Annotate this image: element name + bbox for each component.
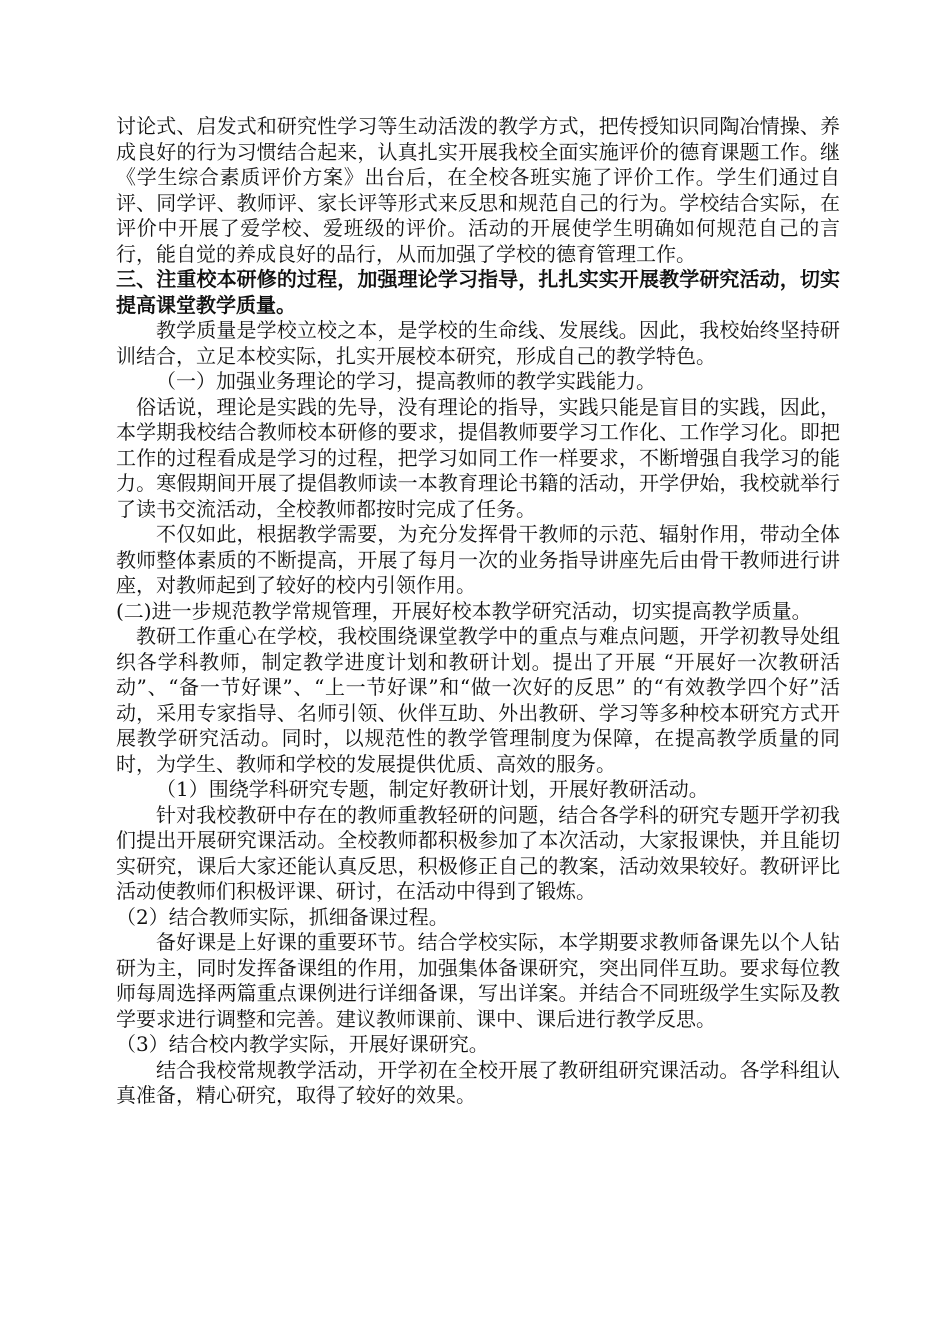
paragraph: 针对我校教研中存在的教师重教轻研的问题，结合各学科的研究专题开学初我们提出开展研究课活动。全校教师都积极参加了本次活动，大家报课快，并且能切实研究，课后大家还能认真反思，积极修正自己的教案，活动效果较好。教研评比活动使教师们积极评课、研讨，在活动中得到了锻炼。 bbox=[116, 802, 840, 903]
paragraph: 不仅如此，根据教学需要，为充分发挥骨干教师的示范、辐射作用，带动全体教师整体素质的不断提高，开展了每月一次的业务指导讲座先后由骨干教师进行讲座，对教师起到了较好的校内引领作用。 bbox=[116, 522, 840, 597]
paragraph: 教学质量是学校立校之本，是学校的生命线、发展线。因此，我校始终坚持研训结合，立足本校实际，扎实开展校本研究，形成自己的教学特色。 bbox=[116, 318, 840, 368]
list-item-heading: （2）结合教师实际，抓细备课过程。 bbox=[116, 904, 449, 929]
paragraph: 教研工作重心在学校，我校围绕课堂教学中的重点与难点问题，开学初教导处组织各学科教师，制定教学进度计划和教研计划。提出了开展 “开展好一次教研活动”、“备一节好课”、“上一节好课”和“做一次好的反思” 的“有效教学四个好”活动，采用专家指导、名师引领、伙伴互助、外出教研、学习等多种校本研究方式开展教学研究活动。同时，以规范性的教学管理制度为保障，在提高教学质量的同时，为学生、教师和学校的发展提供优质、高效的服务。 bbox=[116, 624, 840, 776]
document-page bbox=[116, 114, 840, 1109]
paragraph: 备好课是上好课的重要环节。结合学校实际，本学期要求教师备课先以个人钻研为主，同时发挥备课组的作用，加强集体备课研究，突出同伴互助。要求每位教师每周选择两篇重点课例进行详细备课，写出详案。并结合不同班级学生实际及教学要求进行调整和完善。建议教师课前、课中、课后进行教学反思。 bbox=[116, 930, 840, 1031]
subsection-heading: （一）加强业务理论的学习，提高教师的教学实践能力。 bbox=[156, 369, 656, 393]
list-item-heading: （3）结合校内教学实际，开展好课研究。 bbox=[116, 1032, 489, 1056]
subsection-heading: (二)进一步规范教学常规管理，开展好校本教学研究活动，切实提高教学质量。 bbox=[116, 598, 812, 623]
paragraph: 讨论式、启发式和研究性学习等生动活泼的教学方式，把传授知识同陶冶情操、养成良好的行为习惯结合起来，认真扎实开展我校全面实施评价的德育课题工作。继《学生综合素质评价方案》出台后，在全校各班实施了评价工作。学生们通过自评、同学评、教师评、家长评等形式来反思和规范自己的行为。学校结合实际，在评价中开展了爱学校、爱班级的评价。活动的开展使学生明确如何规范自己的言行，能自觉的养成良好的品行，从而加强了学校的德育管理工作。 bbox=[116, 114, 840, 266]
paragraph: 俗话说，理论是实践的先导，没有理论的指导，实践只能是盲目的实践，因此，本学期我校结合教师校本研修的要求，提倡教师要学习工作化、工作学习化。即把工作的过程看成是学习的过程，把学习如同工作一样要求，不断增强自我学习的能力。寒假期间开展了提倡教师读一本教育理论书籍的活动，开学伊始，我校就举行了读书交流活动，全校教师都按时完成了任务。 bbox=[116, 394, 840, 521]
paragraph: 结合我校常规教学活动，开学初在全校开展了教研组研究课活动。各学科组认真准备，精心研究，取得了较好的效果。 bbox=[116, 1057, 840, 1107]
list-item-heading: （1）围绕学科研究专题，制定好教研计划，开展好教研活动。 bbox=[156, 777, 709, 801]
section-heading: 三、注重校本研修的过程，加强理论学习指导，扎扎实实开展教学研究活动，切实提高课堂教学质量。 bbox=[116, 267, 840, 317]
